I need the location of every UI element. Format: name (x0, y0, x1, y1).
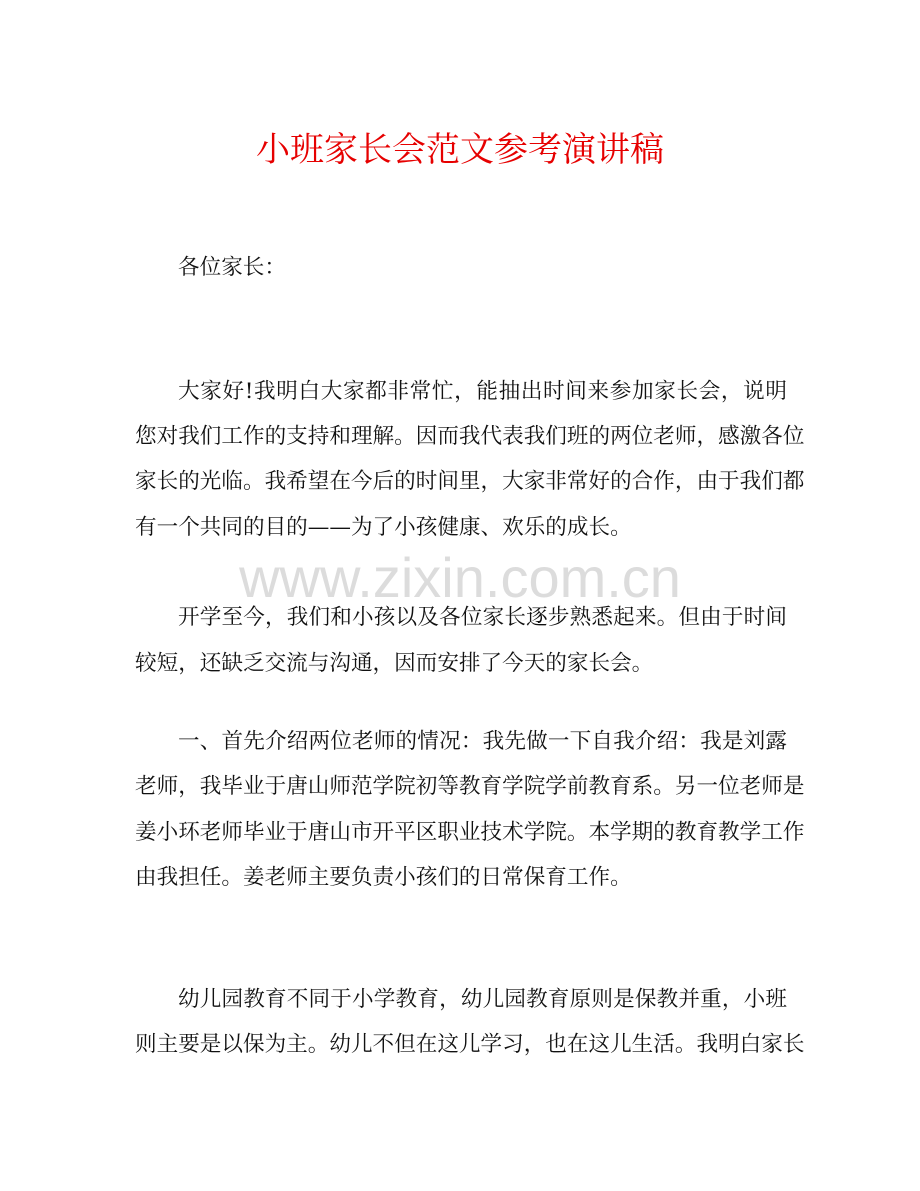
watermark: www.zixin.com.cn (239, 546, 681, 609)
paragraph-3-line-4: 由我担任。姜老师主要负责小孩们的日常保育工作。 (135, 865, 632, 890)
paragraph-2-line-2: 较短，还缺乏交流与沟通，因而安排了今天的家长会。 (135, 651, 654, 676)
document-title: 小班家长会范文参考演讲稿 (256, 130, 664, 170)
paragraph-1-line-1: 大家好!我明白大家都非常忙，能抽出时间来参加家长会，说明 (178, 379, 787, 404)
paragraph-3-line-2: 老师，我毕业于唐山师范学院初等教育学院学前教育系。另一位老师是 (135, 774, 805, 799)
salutation: 各位家长： (178, 255, 286, 280)
paragraph-1-line-2: 您对我们工作的支持和理解。因而我代表我们班的两位老师，感激各位 (135, 424, 805, 449)
paragraph-4-line-1: 幼儿园教育不同于小学教育，幼儿园教育原则是保教并重，小班 (178, 987, 787, 1012)
paragraph-1-line-4: 有一个共同的目的——为了小孩健康、欢乐的成长。 (135, 515, 632, 540)
paragraph-3-line-3: 姜小环老师毕业于唐山市开平区职业技术学院。本学期的教育教学工作 (135, 820, 805, 845)
paragraph-1-line-3: 家长的光临。我希望在今后的时间里，大家非常好的合作，由于我们都 (135, 469, 805, 494)
paragraph-2-line-1: 开学至今，我们和小孩以及各位家长逐步熟悉起来。但由于时间 (178, 605, 787, 630)
paragraph-3-line-1: 一、首先介绍两位老师的情况：我先做一下自我介绍：我是刘露 (178, 729, 787, 754)
paragraph-4-line-2: 则主要是以保为主。幼儿不但在这儿学习，也在这儿生活。我明白家长 (135, 1032, 805, 1057)
